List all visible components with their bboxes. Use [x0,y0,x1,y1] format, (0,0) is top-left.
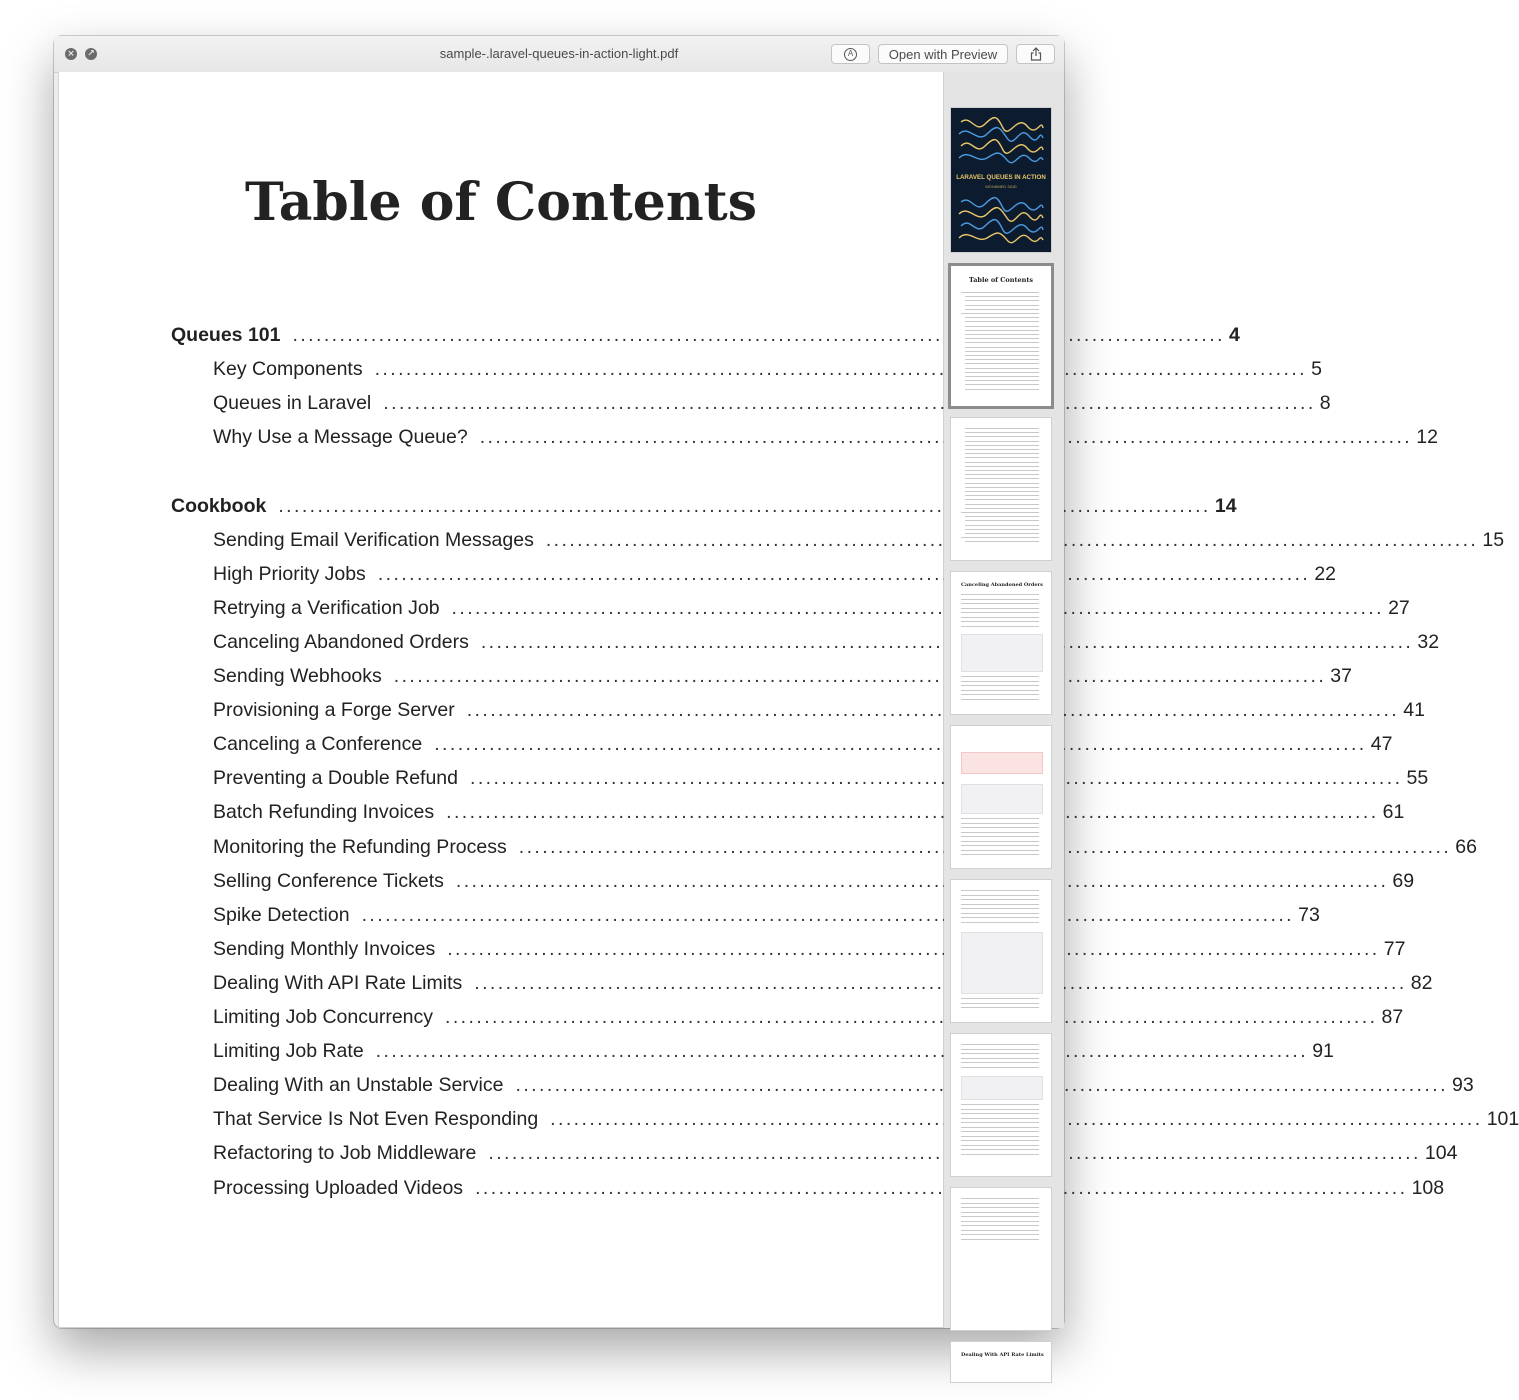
thumbnail-text-line [961,823,1039,824]
toc-entry-page: 77 [1383,937,1406,960]
open-with-preview-button[interactable]: Open with Preview [878,44,1008,64]
thumbnail-page-2[interactable] [951,266,1051,406]
toc-entry-title: Retrying a Verification Job [213,596,440,619]
thumbnail-code-block [961,1076,1043,1100]
thumbnail-text-line [961,1230,1039,1231]
toc-entry-title: High Priority Jobs [213,562,366,585]
thumbnail-text-line [961,1118,1039,1119]
thumbnail-text-line [961,694,1039,695]
toc-leader-dots [475,1177,1404,1200]
thumbnail-text-line [961,685,1039,686]
thumbnail-text-line [965,495,1039,496]
toc-entry-page: 8 [1319,392,1331,415]
toc-entry-title: Canceling a Conference [213,733,423,756]
share-button[interactable] [1016,44,1055,64]
toc-entry[interactable] [213,971,1433,998]
toc-entry-title: Limiting Job Rate [213,1040,364,1063]
thumbnail-text-line [961,854,1039,855]
thumbnail-text-line [961,1109,1039,1110]
toc-entry[interactable] [213,528,1505,555]
thumbnail-toc-title: Table of Contents [969,276,1033,284]
thumbnail-page-5[interactable] [951,726,1051,868]
thumbnail-text-line [961,845,1039,846]
thumbnail-text-line [965,305,1039,306]
toc-entry-page: 14 [1214,494,1237,517]
toc-leader-dots [278,495,1207,518]
thumbnail-text-line [961,922,1039,923]
toc-entry-title: Spike Detection [213,903,350,926]
toc-entry-title: Cookbook [171,494,267,517]
toc-entry-title: Sending Email Verification Messages [213,528,534,551]
thumbnail-text-line [965,384,1039,385]
toc-entry-title: Selling Conference Tickets [213,869,444,892]
thumbnail-text-line [965,449,1039,450]
toc-entry[interactable] [213,1142,1458,1168]
thumbnail-text-line [965,457,1039,458]
thumbnail-text-line [965,445,1039,446]
toc-entry-title: Preventing a Double Refund [213,767,458,790]
thumbnail-text-line [961,699,1039,700]
thumbnail-text-line [965,359,1039,360]
thumbnail-text-line [965,347,1039,348]
toc-entry[interactable] [213,1040,1334,1066]
thumbnail-heading-last: Dealing With API Rate Limits [961,1352,1044,1358]
toc-entry-page: 27 [1388,596,1410,619]
thumbnail-text-line [965,436,1039,437]
thumbnail-text-line [961,599,1039,600]
thumbnail-heading: Canceling Abandoned Orders [961,582,1044,588]
toc-entry[interactable] [213,665,1352,691]
share-icon [1030,47,1042,61]
toc-leader-dots [362,904,1291,927]
cover-art-bottom [957,194,1045,244]
thumbnail-text-line [961,1003,1039,1004]
thumbnail-text-line [965,389,1039,390]
toc-leader-dots [470,767,1399,790]
thumbnail-text-line [965,499,1039,500]
toc-leader-dots [375,358,1304,381]
cover-art-top [957,114,1045,164]
thumbnail-code-block [961,932,1043,994]
thumbnail-text-line [961,895,1039,896]
thumbnail-text-line [965,300,1039,301]
thumbnail-text-line [965,296,1039,297]
thumbnail-text-line [965,529,1039,530]
toc-entry-page: 108 [1411,1176,1445,1199]
thumbnail-text-line [965,321,1039,322]
toc-entry-title: Sending Monthly Invoices [213,937,436,960]
toc-entry-title: Key Components [213,358,363,381]
thumbnail-text-line [961,1104,1039,1105]
thumbnail-text-line [961,841,1039,842]
thumbnail-text-line [961,608,1039,609]
thumbnail-text-line [961,904,1039,905]
toc-entry-page: 69 [1392,869,1415,892]
toc-entry[interactable] [213,1176,1445,1203]
toc-section[interactable] [171,494,1237,521]
toc-entry[interactable] [213,699,1425,725]
thumbnail-sidebar[interactable] [944,72,1064,1358]
thumbnail-page-7[interactable] [951,1034,1051,1176]
thumbnail-text-line [961,690,1039,691]
toc-entry-title: Processing Uploaded Videos [213,1176,464,1199]
fullscreen-icon[interactable]: ↗ [85,48,97,60]
thumbnail-text-line [965,309,1039,310]
thumbnail-text-line [965,376,1039,377]
thumbnail-text-line [961,1154,1039,1155]
thumbnail-text-line [965,474,1039,475]
thumbnail-text-line [961,292,1039,293]
toc-entry-page: 73 [1298,903,1320,926]
toc-entry[interactable] [213,733,1393,759]
toc-entry[interactable] [213,392,1331,418]
preview-window [54,36,1519,1358]
toc-entry-title: Sending Webhooks [213,665,382,687]
toc-entry[interactable] [213,1006,1404,1032]
toc-entry-page: 101 [1486,1108,1519,1131]
toc-leader-dots [447,938,1376,961]
thumbnail-warning-box [961,752,1043,774]
toc-entry-page: 93 [1452,1074,1474,1097]
thumbnail-text-line [961,1216,1039,1217]
toc-entry-page: 5 [1311,358,1322,381]
thumbnail-text-line [965,334,1039,335]
toc-entry[interactable] [213,767,1429,793]
toc-entry-page: 104 [1424,1142,1458,1165]
thumbnail-text-line [961,1198,1039,1199]
toc-leader-dots [434,733,1363,756]
thumbnail-text-line [965,504,1039,505]
toc-entry-page: 91 [1312,1040,1334,1063]
toc-entry-title: Dealing With API Rate Limits [213,971,463,994]
toc-leader-dots [467,699,1396,722]
thumbnail-text-line [961,1225,1039,1226]
thumbnail-text-line [961,603,1039,604]
toc-entry-page: 82 [1410,971,1433,994]
toc-entry-title: Provisioning a Forge Server [213,699,455,722]
thumbnail-text-line [961,594,1039,595]
thumbnail-text-line [961,537,1039,538]
thumbnail-text-line [961,681,1039,682]
thumbnail-text-line [965,441,1039,442]
title-bar [54,36,1064,73]
page-title: Table of Contents [245,172,757,233]
toc-leader-dots [474,972,1403,995]
thumbnail-text-line [961,998,1039,999]
toc-leader-dots [378,563,1307,586]
thumbnail-text-line [961,1053,1039,1054]
toc-leader-dots [376,1040,1305,1063]
toc-entry[interactable] [213,1074,1474,1100]
thumbnail-text-line [961,617,1039,618]
toc-entry[interactable] [213,835,1477,862]
toc-leader-dots [456,870,1385,893]
toc-entry-page: 87 [1381,1006,1404,1028]
thumbnail-page-6[interactable] [951,880,1051,1022]
toc-section[interactable] [171,324,1240,350]
toc-leader-dots [445,1006,1374,1029]
thumbnail-page-4[interactable] [951,572,1051,714]
markup-icon: A [844,48,857,61]
toc-entry-title: Canceling Abandoned Orders [213,630,469,653]
cover-author: MOHAMED SAID [985,184,1017,189]
toc-entry-page: 66 [1455,835,1477,858]
toc-entry-page: 55 [1406,767,1429,790]
thumbnail-text-line [961,913,1039,914]
thumbnail-text-line [961,1239,1039,1240]
thumbnail-text-line [965,516,1039,517]
thumbnail-text-line [965,338,1039,339]
thumbnail-page-9[interactable] [951,1342,1051,1382]
thumbnail-text-line [965,483,1039,484]
close-icon[interactable]: × [65,48,77,60]
thumbnail-text-line [961,612,1039,613]
thumbnail-text-line [961,1140,1039,1141]
toc-entry[interactable] [213,903,1320,930]
toc-entry-title: Batch Refunding Invoices [213,801,435,824]
thumbnail-text-line [961,1113,1039,1114]
thumbnail-text-line [965,525,1039,526]
thumbnail-text-line [961,827,1039,828]
toc-entry-title: Monitoring the Refunding Process [213,835,507,858]
toc-entry-title: Limiting Job Concurrency [213,1006,434,1028]
thumbnail-text-line [961,1145,1039,1146]
toc-entry[interactable] [213,801,1405,827]
toc-entry-page: 15 [1482,528,1505,551]
toc-entry[interactable] [213,630,1440,657]
thumbnail-text-line [965,317,1039,318]
thumbnail-text-line [961,850,1039,851]
thumbnail-text-line [961,512,1039,513]
thumbnail-text-line [961,917,1039,918]
toc-entry-title: That Service Is Not Even Responding [213,1108,539,1131]
toc-leader-dots [292,324,1221,347]
thumbnail-text-line [961,1062,1039,1063]
thumbnail-text-line [965,432,1039,433]
toc-entry-title: Queues 101 [171,324,281,346]
toc-entry[interactable] [213,426,1438,452]
thumbnail-page-1[interactable] [951,108,1051,252]
thumbnail-text-line [961,1122,1039,1123]
thumbnail-text-line [965,508,1039,509]
thumbnail-text-line [961,832,1039,833]
toc-entry-page: 41 [1403,699,1425,722]
toc-entry-title: Refactoring to Job Middleware [213,1142,477,1165]
thumbnail-text-line [965,487,1039,488]
toc-entry-page: 4 [1229,324,1240,346]
thumbnail-text-line [961,1067,1039,1068]
thumbnail-text-line [961,1203,1039,1204]
thumbnail-text-line [961,1127,1039,1128]
toc-entry-page: 37 [1330,665,1352,687]
thumbnail-text-line [965,470,1039,471]
toc-entry-title: Queues in Laravel [213,392,372,415]
toc-entry-title: Why Use a Message Queue? [213,426,468,449]
toc-entry[interactable] [213,937,1406,964]
thumbnail-text-line [961,818,1039,819]
toc-entry-page: 22 [1314,562,1337,585]
thumbnail-text-line [965,520,1039,521]
thumbnail-text-line [961,626,1039,627]
toc-entry-page: 12 [1416,426,1438,449]
thumbnail-text-line [961,1221,1039,1222]
thumbnail-text-line [965,428,1039,429]
thumbnail-text-line [961,1149,1039,1150]
toc-entry[interactable] [213,1108,1519,1134]
thumbnail-text-line [961,1007,1039,1008]
thumbnail-text-line [961,836,1039,837]
toc-entry-title: Dealing With an Unstable Service [213,1074,504,1097]
thumbnail-text-line [961,621,1039,622]
thumbnail-text-line [965,466,1039,467]
thumbnail-text-line [961,1058,1039,1059]
thumbnail-text-line [965,326,1039,327]
cover-title: LARAVEL QUEUES IN ACTION [956,174,1046,181]
thumbnail-text-line [961,1212,1039,1213]
thumbnail-text-line [965,491,1039,492]
thumbnail-text-line [965,368,1039,369]
toc-entry[interactable] [213,869,1415,896]
thumbnail-text-line [965,380,1039,381]
toc-leader-dots [452,597,1381,620]
thumbnail-text-line [965,330,1039,331]
toc-entry-page: 61 [1382,801,1405,824]
window-title: sample-.laravel-queues-in-action-light.pdf [439,46,679,61]
thumbnail-code-block [961,784,1043,814]
toc-leader-dots [446,801,1375,824]
thumbnail-text-line [961,676,1039,677]
thumbnail-text-line [961,313,1039,314]
thumbnail-text-line [961,890,1039,891]
thumbnail-text-line [961,1207,1039,1208]
thumbnail-text-line [965,462,1039,463]
thumbnail-text-line [961,1136,1039,1137]
toc-entry-page: 47 [1370,733,1393,756]
thumbnail-page-8[interactable] [951,1188,1051,1330]
thumbnail-text-line [961,1049,1039,1050]
thumbnail-text-line [961,899,1039,900]
thumbnail-text-line [961,908,1039,909]
thumbnail-code-block [961,634,1043,672]
toc-leader-dots [383,392,1312,415]
thumbnail-text-line [961,1131,1039,1132]
toc-entry[interactable] [213,596,1410,623]
thumbnail-page-3[interactable] [951,418,1051,560]
thumbnail-text-line [965,342,1039,343]
thumbnail-text-line [965,541,1039,542]
thumbnail-text-line [965,533,1039,534]
toc-entry-page: 32 [1417,630,1440,653]
toc-leader-dots [394,665,1323,688]
thumbnail-text-line [961,1044,1039,1045]
thumbnail-text-line [965,351,1039,352]
thumbnail-text-line [965,363,1039,364]
thumbnail-text-line [965,372,1039,373]
thumbnail-text-line [965,478,1039,479]
markup-button[interactable] [831,44,870,64]
thumbnail-text-line [961,1234,1039,1235]
thumbnail-text-line [965,453,1039,454]
toc-entry[interactable] [213,358,1322,384]
thumbnail-text-line [965,355,1039,356]
